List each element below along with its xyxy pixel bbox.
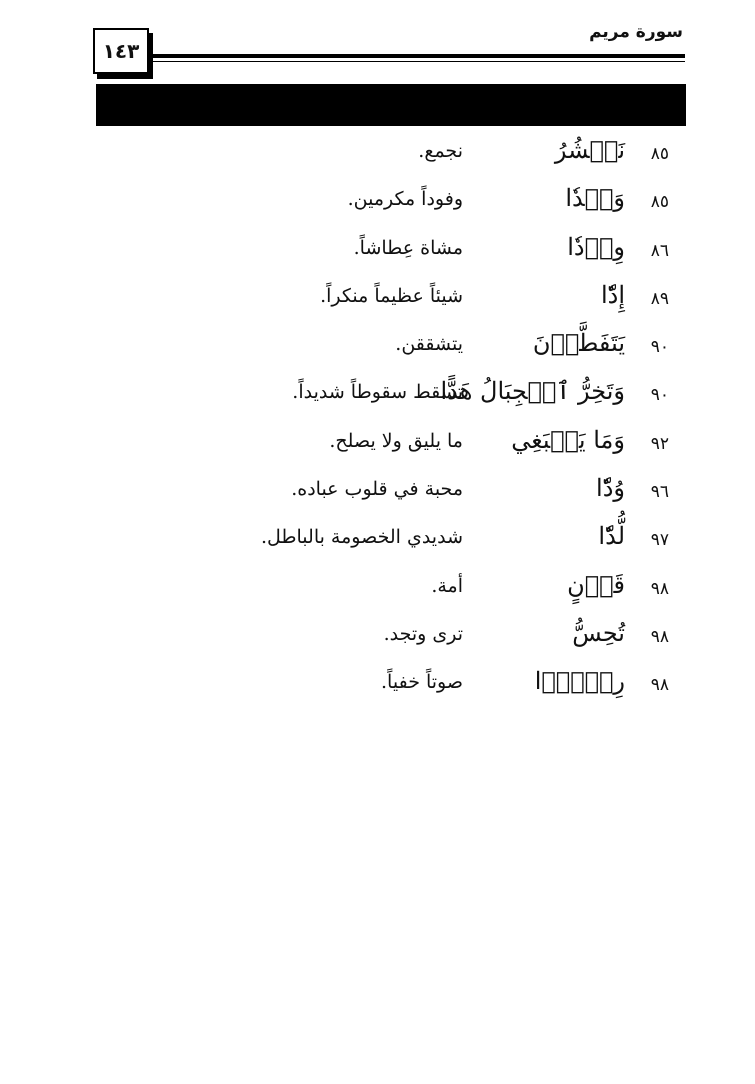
quran-word: رِكۡزَۢا bbox=[534, 667, 625, 696]
word-meaning: صوتاً خفياً. bbox=[381, 671, 463, 694]
quran-word: وِرۡدٗا bbox=[567, 232, 625, 261]
page-number-text: ١٤٣ bbox=[102, 39, 140, 63]
glossary-entry bbox=[0, 516, 755, 564]
verse-number: ٨٩ bbox=[650, 288, 669, 309]
glossary-list bbox=[0, 130, 755, 710]
word-meaning: نجمع. bbox=[418, 140, 463, 162]
verse-number: ٩٠ bbox=[650, 337, 669, 358]
verse-number: ٩٢ bbox=[650, 433, 669, 454]
quran-word: وُدّٗا bbox=[596, 474, 625, 503]
surah-title: سورة مريم bbox=[589, 22, 683, 42]
verse-number: ٩٨ bbox=[650, 578, 669, 599]
header-rule-thick bbox=[150, 54, 685, 58]
word-meaning: ما يليق ولا يصلح. bbox=[329, 429, 463, 452]
glossary-entry bbox=[0, 661, 755, 709]
word-meaning: أمة. bbox=[431, 574, 463, 597]
word-meaning: يتشققن. bbox=[395, 333, 463, 356]
verse-number: ٨٥ bbox=[650, 192, 669, 213]
verse-number: ٩٦ bbox=[650, 482, 669, 503]
glossary-entry bbox=[0, 565, 755, 613]
word-meaning: تسقط سقوطاً شديداً. bbox=[292, 381, 463, 404]
verse-number: ٩٠ bbox=[650, 385, 669, 406]
glossary-entry bbox=[0, 468, 755, 516]
verse-number: ٨٦ bbox=[650, 240, 669, 261]
verse-number: ٩٨ bbox=[650, 626, 669, 647]
verse-number: ٩٨ bbox=[650, 675, 669, 696]
word-meaning: ترى وتجد. bbox=[383, 622, 463, 645]
glossary-entry bbox=[0, 227, 755, 275]
header-rule-thin bbox=[150, 61, 685, 62]
verse-number: ٩٧ bbox=[650, 530, 669, 551]
quran-word: وَتَخِرُّ ٱلۡجِبَالُ هَدًّا bbox=[440, 377, 625, 406]
page-number bbox=[93, 28, 149, 74]
glossary-entry bbox=[0, 420, 755, 468]
glossary-entry bbox=[0, 275, 755, 323]
quran-word: نَحۡشُرُ bbox=[554, 136, 625, 164]
quran-word: تُحِسُّ bbox=[572, 618, 625, 647]
glossary-entry bbox=[0, 323, 755, 371]
quran-word: يَتَفَطَّرۡنَ bbox=[532, 329, 625, 358]
word-meaning: وفوداً مكرمين. bbox=[347, 188, 463, 211]
glossary-entry bbox=[0, 178, 755, 226]
quran-word: لُّدّٗا bbox=[598, 522, 625, 551]
quran-word: إِدّٗا bbox=[600, 280, 625, 309]
quran-word: وَمَا يَنۢبَغِي bbox=[511, 425, 625, 454]
glossary-entry bbox=[0, 371, 755, 419]
word-meaning: شديدي الخصومة بالباطل. bbox=[260, 526, 463, 549]
verse-number: ٨٥ bbox=[650, 144, 669, 164]
word-meaning: مشاة عِطاشاً. bbox=[353, 236, 463, 259]
quran-word: وَفۡدٗا bbox=[565, 184, 625, 213]
glossary-entry bbox=[0, 130, 755, 178]
header-band bbox=[96, 84, 686, 126]
quran-word: قَرۡنٍ bbox=[567, 570, 625, 599]
glossary-entry bbox=[0, 613, 755, 661]
word-meaning: شيئاً عظيماً منكراً. bbox=[320, 284, 463, 307]
word-meaning: محبة في قلوب عباده. bbox=[291, 478, 463, 501]
